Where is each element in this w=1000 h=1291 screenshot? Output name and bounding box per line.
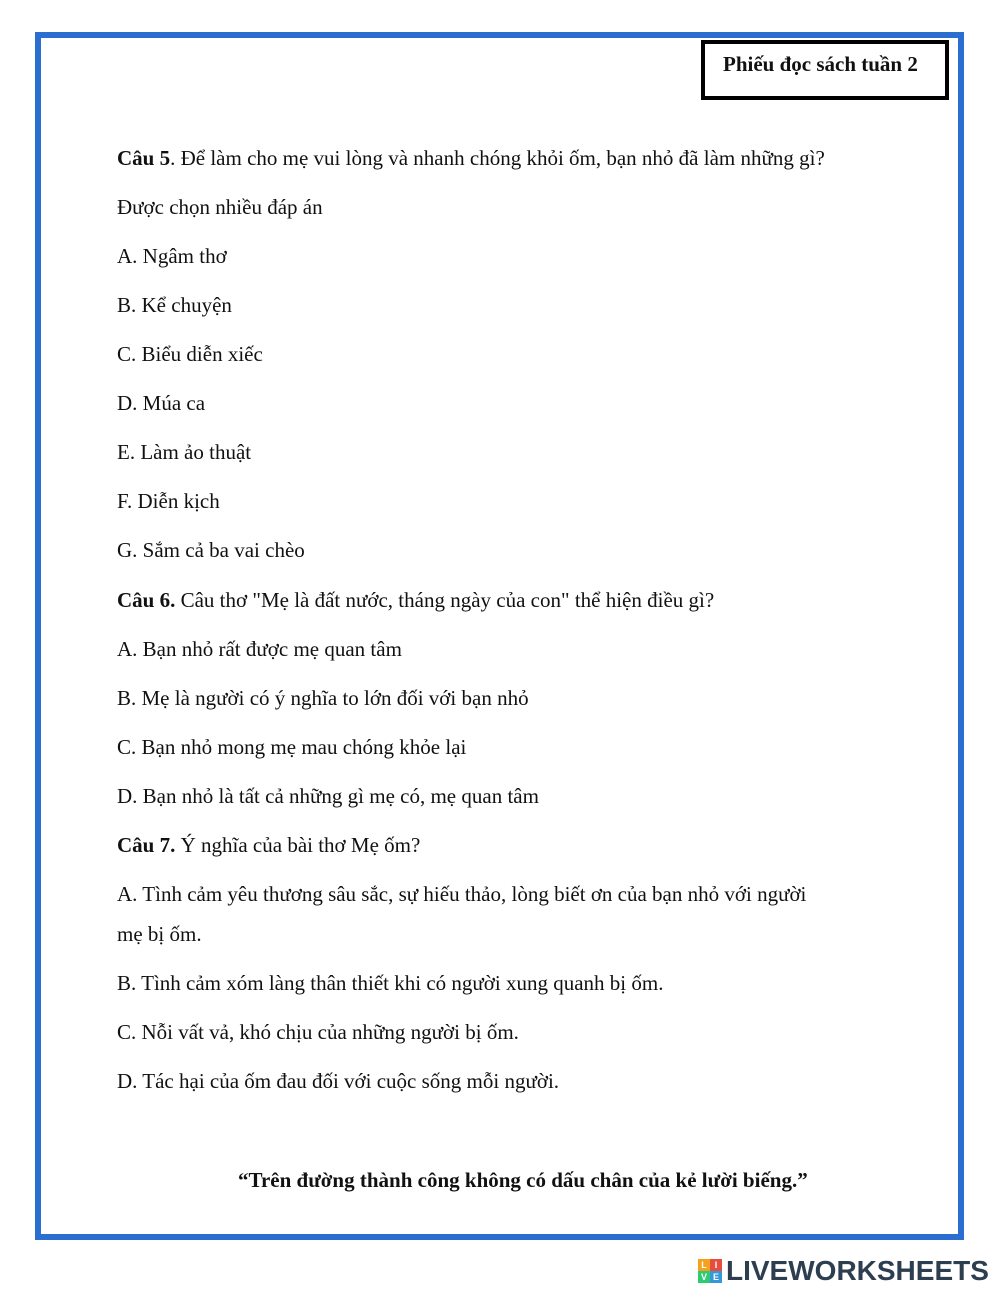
motivational-quote: “Trên đường thành công không có dấu chân của kẻ lười biếng.” (238, 1168, 808, 1192)
liveworksheets-brand[interactable] (698, 1254, 989, 1288)
question-6 (117, 588, 714, 613)
q5-option-a[interactable]: A. Ngâm thơ (117, 244, 227, 268)
q7-option-d[interactable]: D. Tác hại của ốm đau đối với cuộc sống mỗi người. (117, 1069, 560, 1093)
worksheet-title-box (701, 40, 949, 100)
q6-option-b[interactable]: B. Mẹ là người có ý nghĩa to lớn đối với bạn nhỏ (117, 686, 529, 710)
q7-option-a[interactable]: A. Tình cảm yêu thương sâu sắc, sự hiếu thảo, lòng biết ơn của bạn nhỏ với người (117, 882, 807, 906)
question-7-label: Câu 7. (117, 833, 176, 857)
brand-name: LIVEWORKSHEETS (726, 1255, 989, 1286)
q5-option-b[interactable]: B. Kể chuyện (117, 293, 232, 317)
q7-option-c[interactable]: C. Nỗi vất vả, khó chịu của những người bị ốm. (117, 1020, 519, 1044)
q6-option-a[interactable]: A. Bạn nhỏ rất được mẹ quan tâm (117, 637, 402, 661)
question-6-label: Câu 6. (117, 588, 176, 612)
q6-option-c[interactable]: C. Bạn nhỏ mong mẹ mau chóng khỏe lại (117, 735, 467, 759)
logo-letter-l: L (698, 1259, 710, 1271)
q5-option-e[interactable]: E. Làm ảo thuật (117, 440, 252, 464)
q5-option-d[interactable]: D. Múa ca (117, 391, 206, 415)
logo-letter-v: V (698, 1271, 710, 1283)
liveworksheets-logo-icon (698, 1259, 722, 1283)
question-5 (117, 146, 825, 171)
question-6-text: Câu thơ "Mẹ là đất nước, tháng ngày của con" thể hiện điều gì? (175, 588, 715, 612)
q7-option-a-continued[interactable]: mẹ bị ốm. (117, 922, 202, 946)
q7-option-b[interactable]: B. Tình cảm xóm làng thân thiết khi có người xung quanh bị ốm. (117, 971, 664, 995)
question-5-text: . Để làm cho mẹ vui lòng và nhanh chóng khỏi ốm, bạn nhỏ đã làm những gì? (170, 146, 825, 170)
q6-option-d[interactable]: D. Bạn nhỏ là tất cả những gì mẹ có, mẹ quan tâm (117, 784, 539, 808)
question-5-note: Được chọn nhiều đáp án (117, 195, 323, 219)
worksheet-title: Phiếu đọc sách tuần 2 (723, 52, 918, 76)
question-7 (117, 833, 420, 858)
q5-option-f[interactable]: F. Diễn kịch (117, 489, 220, 513)
q5-option-c[interactable]: C. Biểu diễn xiếc (117, 342, 263, 366)
logo-letter-e: E (710, 1271, 722, 1283)
question-5-label: Câu 5 (117, 146, 171, 170)
question-7-text: Ý nghĩa của bài thơ Mẹ ốm? (175, 833, 421, 857)
q5-option-g[interactable]: G. Sắm cả ba vai chèo (117, 538, 305, 562)
logo-letter-i: I (710, 1259, 722, 1271)
